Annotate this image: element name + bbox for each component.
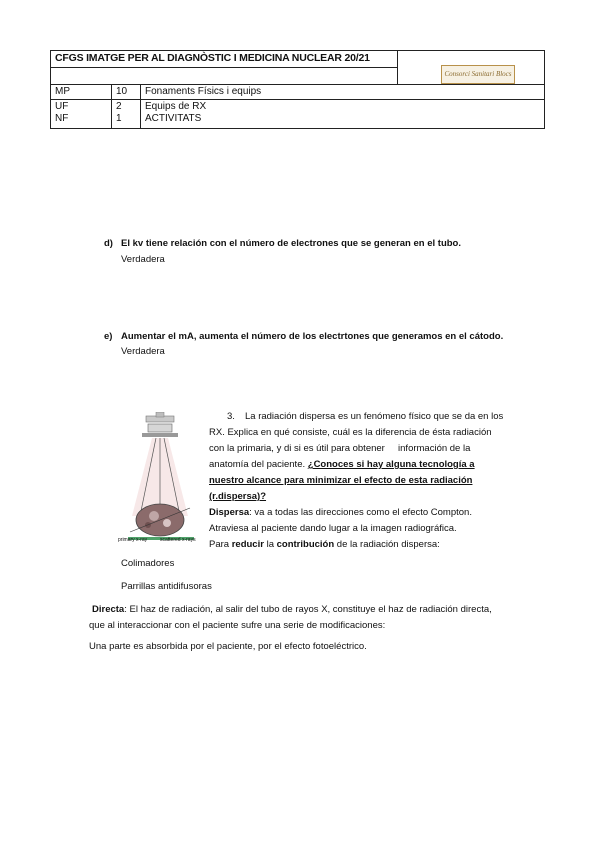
q3-line4-plain: anatomía del paciente. [209,459,308,470]
header-table [50,50,545,129]
directa-text1: : El haz de radiación, al salir del tubo de rayos X, constituye el haz de radiación directa, [124,604,492,615]
q3-block [209,409,544,553]
q3-line4 [209,457,544,473]
reduce-pre: Para [209,539,232,550]
mp-code: MP [51,85,112,100]
uf-nf-nums [112,100,141,129]
reduce-mid: la [263,539,277,550]
dispersa-text: : va a todas las direcciones como el efecto Compton. [249,507,472,518]
mp-num: 10 [112,85,141,100]
directa-line1 [92,604,492,616]
uf-code: UF [55,101,69,112]
nf-num: 1 [116,113,122,124]
q3-number: 3. [227,411,235,422]
method-parrillas: Parrillas antidifusoras [121,581,212,592]
uf-nf-descs [141,100,545,129]
q3-line1-text: La radiación dispersa es un fenómeno físico que se da en los [245,411,504,422]
q3-line8: Atraviesa al paciente dando lugar a la imagen radiográfica. [209,523,457,534]
uf-desc: Equips de RX [145,101,207,112]
q3-dispersa [209,505,544,521]
nf-desc: ACTIVITATS [145,113,202,124]
reduce-bold2: contribución [276,539,335,550]
q3-line5: nuestro alcance para minimizar el efecto de esta radiación [209,475,473,486]
dispersa-label: Dispersa [209,507,250,518]
uf-num: 2 [116,101,122,112]
item-d-letter: d) [104,238,113,249]
q3-line2: RX. Explica en qué consiste, cuál es la diferencia de ésta radiación [209,427,492,438]
item-e-question: Aumentar el mA, aumenta el número de los electrtones que generamos en el cátodo. [121,331,504,342]
q3-line3: con la primaria, y di si es útil para obtener información de la [209,443,471,454]
item-e-letter: e) [104,331,113,342]
figure-label-scattered: scattered x-rays [160,537,196,543]
consorci-logo: Consorci Sanitari Blocs [441,65,515,84]
reduce-bold1: reducir [231,539,264,550]
final-line: Una parte es absorbida por el paciente, por el efecto fotoeléctrico. [89,641,367,652]
uf-nf-codes [51,100,112,129]
q3-line4-bold: ¿Conoces si hay alguna tecnología a [307,459,475,470]
item-e-answer: Verdadera [121,346,165,357]
header-title: CFGS IMATGE PER AL DIAGNÒSTIC I MEDICINA NUCLEAR 20/21 [51,51,398,68]
directa-line2: que al interaccionar con el paciente sufre una serie de modificaciones: [89,620,386,631]
header-blank-row [51,68,398,85]
item-d-answer: Verdadera [121,254,165,265]
q3-line1 [209,409,544,425]
q3-reduce [209,537,544,553]
figure-label-primary: primary x-ray [118,537,148,543]
nf-code: NF [55,113,69,124]
q3-line6: (r.dispersa)? [209,491,267,502]
scatter-radiation-figure [118,412,204,552]
mp-desc: Fonaments Físics i equips [141,85,545,100]
method-colimadores: Colimadores [121,558,175,569]
directa-label: Directa [92,604,125,615]
item-d-question: El kv tiene relación con el número de electrones que se generan en el tubo. [121,238,461,249]
reduce-post: de la radiación dispersa: [334,539,440,550]
